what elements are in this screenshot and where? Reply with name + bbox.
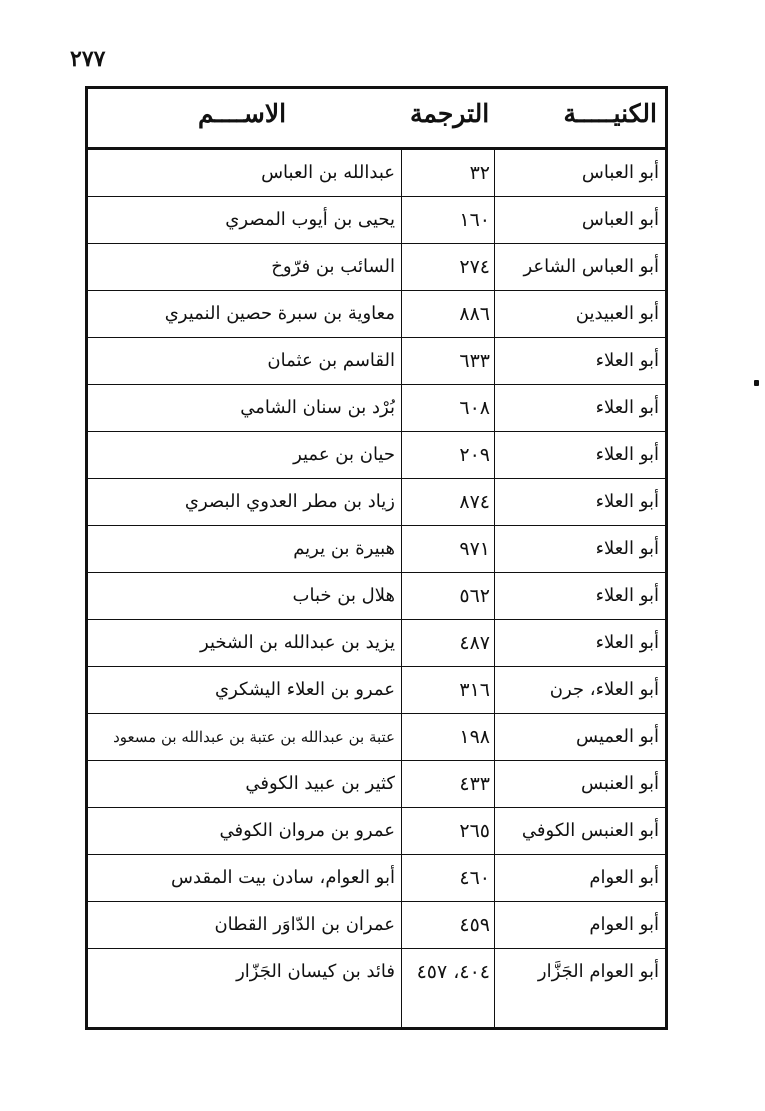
kunya-cell: أبو العباس (581, 209, 659, 230)
tarjama-cell: ٢٦٥ (459, 820, 490, 842)
tarjama-cell: ١٩٨ (459, 726, 490, 748)
table-row (88, 432, 665, 479)
table-body (88, 150, 665, 997)
table-row (88, 855, 665, 902)
index-table (85, 86, 668, 1030)
header-kunya: الكنيـــــة (563, 99, 657, 128)
kunya-cell: أبو العباس (581, 162, 659, 183)
tarjama-cell: ٢٧٤ (459, 256, 490, 278)
kunya-cell: أبو العلاء، جرن (549, 679, 659, 700)
tarjama-cell: ٤٦٠ (459, 867, 490, 889)
table-row (88, 479, 665, 526)
table-row (88, 808, 665, 855)
table-row (88, 902, 665, 949)
table-row (88, 150, 665, 197)
table-row (88, 338, 665, 385)
ism-cell: هبيرة بن يريم (293, 538, 395, 559)
table-row (88, 526, 665, 573)
ism-cell: السائب بن فرّوخ (271, 256, 395, 277)
table-row (88, 714, 665, 761)
ism-cell: فائد بن كيسان الجَزّار (236, 961, 395, 982)
kunya-cell: أبو العوام الجَزَّار (537, 961, 659, 982)
ism-cell: كثير بن عبيد الكوفي (245, 773, 395, 794)
kunya-cell: أبو العلاء (595, 350, 659, 371)
kunya-cell: أبو العنبس (580, 773, 659, 794)
kunya-cell: أبو العنبس الكوفي (521, 820, 659, 841)
tarjama-cell: ٦٣٣ (459, 350, 490, 372)
ism-cell: هلال بن خباب (292, 585, 395, 606)
ism-cell: عتبة بن عبدالله بن عتبة بن عبدالله بن مسعود (113, 728, 395, 746)
table-row (88, 385, 665, 432)
table-row (88, 197, 665, 244)
table-row (88, 949, 665, 997)
table-row (88, 573, 665, 620)
kunya-cell: أبو العبيدين (575, 303, 659, 324)
ism-cell: القاسم بن عثمان (267, 350, 395, 371)
ism-cell: زياد بن مطر العدوي البصري (184, 491, 395, 512)
ism-cell: عمرو بن مروان الكوفي (219, 820, 395, 841)
kunya-cell: أبو العلاء (595, 538, 659, 559)
kunya-cell: أبو العوام (589, 914, 659, 935)
table-row (88, 620, 665, 667)
tarjama-cell: ٣٢ (469, 162, 490, 184)
margin-mark (754, 380, 759, 386)
tarjama-cell: ٥٦٢ (459, 585, 490, 607)
kunya-cell: أبو العوام (589, 867, 659, 888)
tarjama-cell: ٤٣٣ (459, 773, 490, 795)
page-number: ٢٧٧ (70, 46, 106, 72)
tarjama-cell: ٤٠٤، ٤٥٧ (416, 961, 490, 983)
ism-cell: معاوية بن سبرة حصين النميري (164, 303, 395, 324)
ism-cell: عمرو بن العلاء اليشكري (215, 679, 395, 700)
ism-cell: يزيد بن عبدالله بن الشخير (200, 632, 395, 653)
table-header (88, 89, 665, 150)
tarjama-cell: ٤٥٩ (459, 914, 490, 936)
kunya-cell: أبو العباس الشاعر (523, 256, 659, 277)
kunya-cell: أبو العلاء (595, 632, 659, 653)
tarjama-cell: ١٦٠ (459, 209, 490, 231)
header-tarjama: الترجمة (410, 99, 490, 128)
tarjama-cell: ٢٠٩ (459, 444, 490, 466)
tarjama-cell: ٤٨٧ (459, 632, 490, 654)
ism-cell: عبدالله بن العباس (261, 162, 395, 183)
ism-cell: عمران بن الدّاوَر القطان (214, 914, 395, 935)
table-row (88, 291, 665, 338)
kunya-cell: أبو العميس (576, 726, 659, 747)
ism-cell: بُرْد بن سنان الشامي (240, 397, 395, 418)
tarjama-cell: ٦٠٨ (459, 397, 490, 419)
kunya-cell: أبو العلاء (595, 444, 659, 465)
tarjama-cell: ٨٨٦ (459, 303, 490, 325)
table-row (88, 667, 665, 714)
kunya-cell: أبو العلاء (595, 397, 659, 418)
ism-cell: حيان بن عمير (293, 444, 395, 465)
kunya-cell: أبو العلاء (595, 585, 659, 606)
kunya-cell: أبو العلاء (595, 491, 659, 512)
tarjama-cell: ٨٧٤ (459, 491, 490, 513)
ism-cell: أبو العوام، سادن بيت المقدس (171, 867, 395, 888)
table-row (88, 244, 665, 291)
tarjama-cell: ٣١٦ (459, 679, 490, 701)
table-row (88, 761, 665, 808)
ism-cell: يحيى بن أيوب المصري (225, 209, 395, 230)
tarjama-cell: ٩٧١ (459, 538, 490, 560)
header-ism: الاســــم (198, 99, 287, 128)
